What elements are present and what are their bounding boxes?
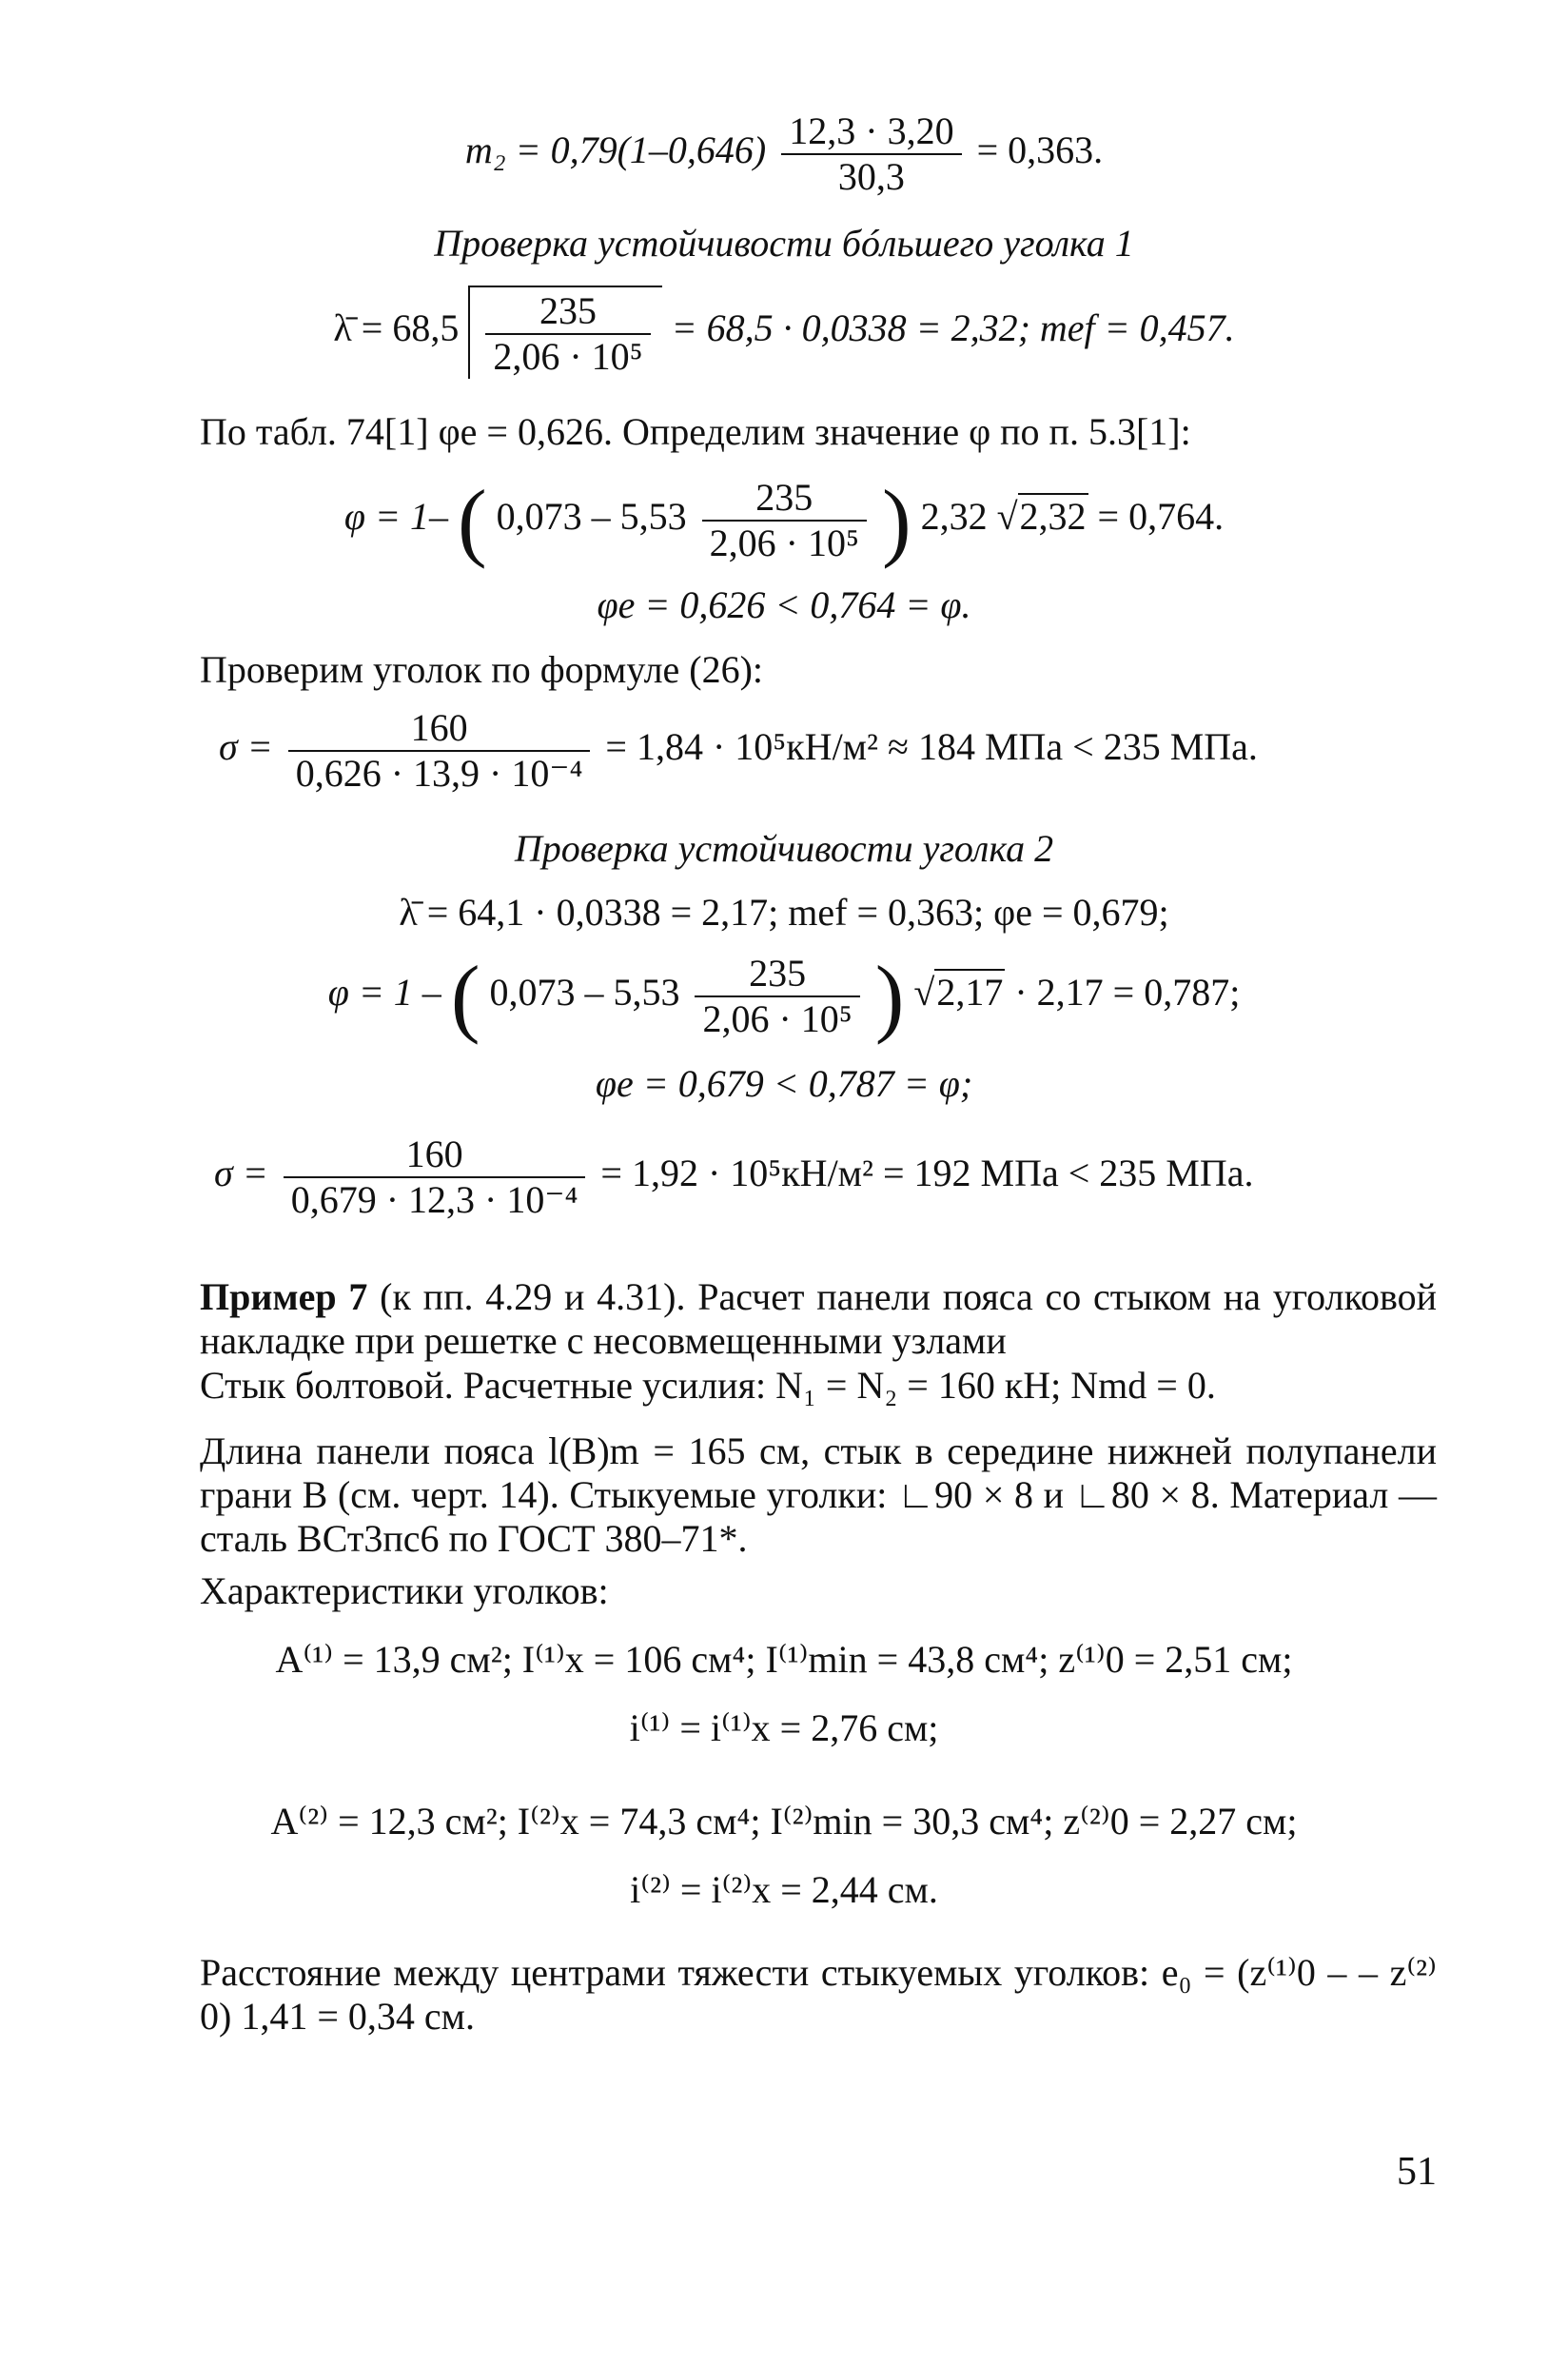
fraction-numerator: 235 — [702, 476, 867, 522]
left-paren: ( — [458, 472, 487, 569]
fraction — [695, 952, 859, 1041]
left-paren: ( — [450, 948, 480, 1045]
heading-check-angle-2: Проверка устойчивости уголка 2 — [514, 827, 1054, 870]
example-title: Пример 7 — [200, 1275, 368, 1318]
fraction-denominator: 30,3 — [837, 155, 905, 198]
square-root-value: 2,32 — [1019, 495, 1087, 539]
equation-phi-2: φ = 1 – ( 0,073 – 5,53 $\frac{235}{\text{2,06 · 10⁵}}$ ) √2,17 · 2,17 = 0,787; — [327, 948, 1241, 1045]
fraction-numerator: 160 — [284, 1133, 586, 1178]
equation-phi-1-result: = 0,764. — [1097, 495, 1225, 539]
right-paren: ) — [881, 472, 911, 569]
equation-phi-e-1: φe = 0,626 < 0,764 = φ. — [597, 583, 971, 626]
equation-phi-2-lhs: φ = 1 – — [327, 971, 441, 1015]
paragraph-check-formula: Проверим уголок по формуле (26): — [200, 648, 764, 691]
equation-sigma-1-lhs: σ = — [219, 725, 273, 769]
fraction — [702, 476, 867, 565]
fraction-numerator: 160 — [288, 706, 591, 752]
equation-sigma-2 — [214, 1133, 1254, 1222]
equation-angle-1-props: A⁽¹⁾ = 13,9 см²; I⁽¹⁾x = 106 см⁴; I⁽¹⁾min = 43,8 см⁴; z⁽¹⁾0 = 2,51 см; — [275, 1638, 1293, 1681]
fraction-denominator: 0,626 · 13,9 · 10⁻⁴ — [295, 752, 583, 795]
paragraph-distance: Расстояние между центрами тяжести стыкуемых уголков: e₀ = (z⁽¹⁾0 – – z⁽²⁾0) 1,41 = 0,34 см. — [200, 1951, 1437, 2038]
paragraph-example-7 — [200, 1275, 1437, 1363]
equation-sigma-2-lhs: σ = — [214, 1152, 268, 1195]
equation-phi-1-lhs: φ = 1– — [343, 495, 449, 539]
equation-phi-1: φ = 1– ( 0,073 – 5,53 $\frac{235}{\text{2,06 · 10⁵}}$ ) 2,32 √2,32 = 0,764. — [343, 472, 1225, 569]
square-root — [468, 286, 661, 379]
paragraph-table-ref: По табл. 74[1] φe = 0,626. Определим значение φ по п. 5.3[1]: — [200, 410, 1191, 453]
paragraph-length: Длина панели пояса l(B)m = 165 см, стык в середине нижней полупанели грани B (см. черт. 14). Стыкуемые уголки: ∟90 × 8 и ∟80 × 8. Материал — сталь ВСт3пс6 по ГОСТ 380–71*. — [200, 1429, 1437, 1560]
paragraph-joint: Стык болтовой. Расчетные усилия: N₁ = N₂ = 160 кН; Nmd = 0. — [200, 1364, 1216, 1407]
fraction-denominator: 2,06 · 10⁵ — [493, 335, 643, 378]
equation-lambda-2: λ̄ = 64,1 · 0,0338 = 2,17; mef = 0,363; φe = 0,679; — [399, 891, 1169, 934]
equation-angle-2-radius: i⁽²⁾ = i⁽²⁾x = 2,44 см. — [630, 1868, 938, 1911]
equation-phi-1-term: 0,073 – 5,53 — [496, 495, 687, 539]
equation-phi-1-factor: 2,32 — [920, 495, 988, 539]
equation-lambda-1-result: = 68,5 · 0,0338 = 2,32; mef = 0,457. — [671, 306, 1235, 350]
fraction — [781, 109, 961, 199]
fraction — [284, 1133, 586, 1222]
equation-angle-1-radius: i⁽¹⁾ = i⁽¹⁾x = 2,76 см; — [629, 1706, 939, 1749]
equation-sigma-2-result: = 1,92 · 10⁵кН/м² = 192 МПа < 235 МПа. — [600, 1152, 1254, 1195]
fraction-numerator: 235 — [695, 952, 859, 997]
fraction-numerator: 235 — [485, 289, 650, 335]
fraction — [288, 706, 591, 796]
equation-m2-lhs: m₂ = 0,79(1–0,646) — [464, 128, 767, 172]
paragraph-characteristics: Характеристики уголков: — [200, 1569, 609, 1612]
equation-m2 — [0, 109, 1568, 199]
equation-phi-2-result: · 2,17 = 0,787; — [1014, 971, 1241, 1015]
equation-sigma-1-result: = 1,84 · 10⁵кН/м² ≈ 184 МПа < 235 МПа. — [605, 725, 1258, 769]
square-root-value: 2,17 — [936, 971, 1004, 1015]
fraction-numerator: 12,3 · 3,20 — [781, 109, 961, 155]
equation-sigma-1 — [219, 706, 1258, 796]
fraction-denominator: 0,679 · 12,3 · 10⁻⁴ — [290, 1178, 578, 1221]
equation-phi-e-2: φe = 0,679 < 0,787 = φ; — [595, 1062, 973, 1105]
fraction-denominator: 2,06 · 10⁵ — [702, 997, 853, 1040]
fraction — [485, 289, 650, 379]
fraction-denominator: 2,06 · 10⁵ — [709, 522, 859, 564]
page-number: 51 — [1397, 2150, 1437, 2194]
equation-lambda-1-lhs: λ̄ = 68,5 — [333, 306, 460, 350]
right-paren: ) — [874, 948, 905, 1045]
example-text: (к пп. 4.29 и 4.31). Расчет панели пояса со стыком на уголковой накладке при решетке с несовмещенными узлами — [200, 1275, 1437, 1362]
equation-m2-result: = 0,363. — [976, 128, 1104, 172]
equation-angle-2-props: A⁽²⁾ = 12,3 см²; I⁽²⁾x = 74,3 см⁴; I⁽²⁾min = 30,3 см⁴; z⁽²⁾0 = 2,27 см; — [270, 1800, 1298, 1843]
equation-lambda-1 — [0, 286, 1568, 379]
heading-check-angle-1: Проверка устойчивости бóльшего уголка 1 — [434, 222, 1134, 265]
equation-phi-2-term: 0,073 – 5,53 — [489, 971, 680, 1015]
